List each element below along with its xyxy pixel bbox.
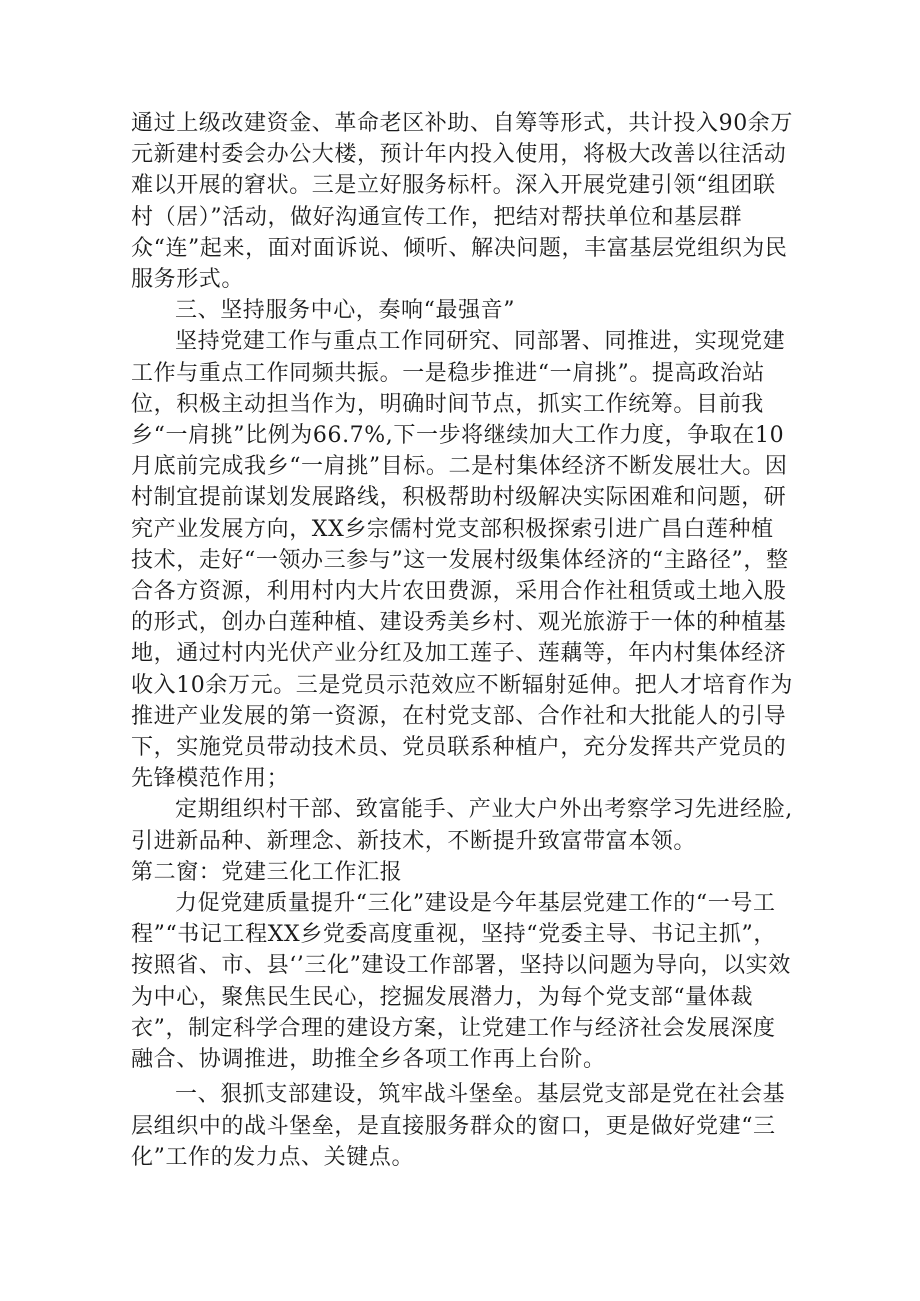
document-title: 第二窗：党建三化工作汇报 [131, 859, 403, 885]
document-body [131, 108, 795, 1173]
paragraph-section-one: 一、狠抓支部建设，筑牢战斗堡垒。基层党支部是党在社会基层组织中的战斗堡垒，是直接服务群众的窗口，更是做好党建“三化”工作的发力点、关键点。 [131, 1082, 786, 1170]
section-heading-three: 三、坚持服务中心，奏响“最强音” [175, 298, 516, 324]
paragraph-continuation: 通过上级改建资金、革命老区补助、自筹等形式，共计投入90余万元新建村委会办公大楼，预计年内投入使用，将极大改善以往活动难以开展的窘状。三是立好服务标杆。深入开展党建引领“组团联村（居）”活动，做好沟通宣传工作，把结对帮扶单位和基层群众“连”起来，面对面诉说、倾听、解决问题，丰富基层党组织为民服务形式。 [131, 111, 793, 293]
paragraph-body: 坚持党建工作与重点工作同研究、同部署、同推进，实现党建工作与重点工作同频共振。一是稳步推进“一肩挑”。提高政治站位，积极主动担当作为，明确时间节点，抓实工作统筹。目前我乡“一肩挑”比例为66.7%,下一步将继续加大工作力度，争取在10月底前完成我乡“一肩挑”目标。二是村集体经济不断发展壮大。因村制宜提前谋划发展路线，积极帮助村级解决实际困难和问题，研究产业发展方向，XX乡宗儒村党支部积极探索引进广昌白莲种植技术，走好“一领办三参与”这一发展村级集体经济的“主路径”，整合各方资源，利用村内大片农田费源，采用合作社租赁或土地入股的形式，创办白莲种植、建设秀美乡村、观光旅游于一体的种植基地，通过村内光伏产业分红及加工莲子、莲藕等，年内村集体经济收入10余万元。三是党员示范效应不断辐射延伸。把人才培育作为推进产业发展的第一资源，在村党支部、合作社和大批能人的引导下，实施党员带动技术员、党员联系种植户，充分发挥共产党员的先锋模范作用； [131, 329, 793, 792]
paragraph-intro: 力促党建质量提升“三化”建设是今年基层党建工作的“一号工程”“书记工程XX乡党委高度重视，坚持“党委主导、书记主抓”，按照省、市、县‘’三化”建设工作部署，坚持以问题为导向，以实效为中心，聚焦民生民心，挖掘发展潜力，为每个党支部“量体裁衣”，制定科学合理的建设方案，让党建工作与经济社会发展深度融合、协调推进，助推全乡各项工作再上台阶。 [131, 891, 791, 1073]
paragraph-body: 定期组织村干部、致富能手、产业大户外出考察学习先进经脸,引进新品种、新理念、新技术，不断提升致富带富本领。 [131, 797, 793, 854]
